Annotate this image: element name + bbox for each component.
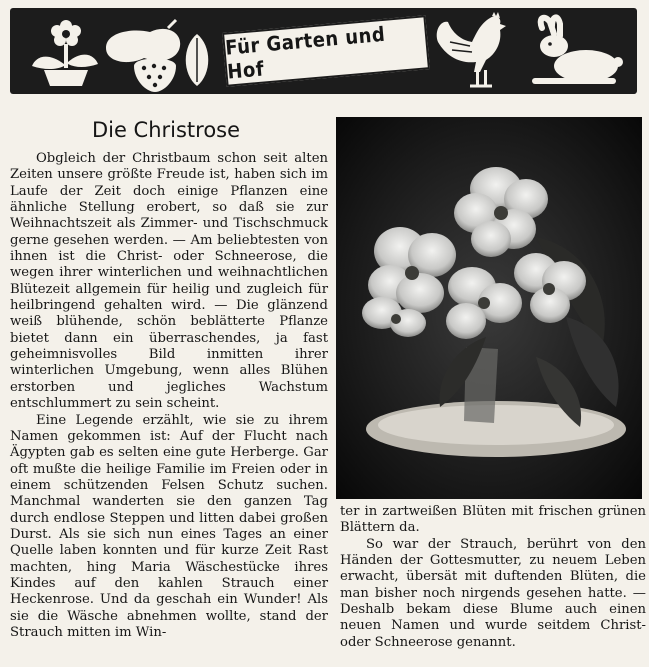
article-paragraph: Obgleich der Christbaum schon seit alten Zeiten unsere größte Freude ist, haben sich im Laufe der Zeit doch einige Pflanzen eine ähnliche Stellung erobert, so daß sie zur Weihnachtszeit als Zimmer- und Tischschmuck gerne gesehen werden. — Am beliebtesten von ihnen ist die Christ- oder Schneerose, die wegen ihrer winterlichen und weihnachtlichen Blütezeit allgemein für heilig und zugleich für heilbringend gehalten wird. — Die glänzend weiß blühende, schön beblätterte Pflanze bietet dann ein überraschendes, ja fast geheimnisvolles Bild inmitten ihrer winterlichen Umgebung, wenn alles Blühen erstorben und jegliches Wachstum entschlummert zu sein scheint. [10,151,328,412]
article-column-right [340,504,646,651]
rabbit-icon [524,14,624,88]
strawberry-icon [130,52,180,94]
christmas-rose-photo [336,117,642,499]
article-title: Die Christrose [91,118,241,142]
article-column-left [10,151,328,641]
article-paragraph: Eine Legende erzählt, wie sie zu ihrem Namen gekommen ist: Auf der Flucht nach Ägypten gab es selten eine gute Herberge. Gar oft mußte die heilige Familie im Freien oder in einem schützenden Felsen Schutz suchen. Manchmal wanderten sie den ganzen Tag durch endlose Steppen und litten dabei großen Durst. Als sie sich nun eines Tages an einer Quelle laben konnten und für kurze Zeit Rast machten, hing Maria Wäschestücke ihres Kindes auf den kahlen Strauch einer Heckenrose. Und da geschah ein Wunder! Als sie die Wäsche abnehmen wollte, stand der Strauch mitten im Win- [10,412,328,640]
header-banner [10,8,637,94]
rooster-icon [430,12,522,92]
article-paragraph-continuation: ter in zartweißen Blüten mit frischen grünen Blättern da. [340,504,646,536]
article-paragraph: So war der Strauch, berührt von den Händen der Gottesmutter, zu neuem Leben erwacht, übersät mit duftenden Blüten, die man bisher noch nirgends gesehen hatte. — Deshalb bekam diese Blume auch einen neuen Namen und wurde seitdem Christ- oder Schneerose genannt. [340,536,646,650]
section-title: Für Garten und Hof [222,15,430,87]
leaf-icon [180,32,214,88]
flower-pot-icon [30,16,100,88]
christmas-rose-illustration [336,117,642,499]
